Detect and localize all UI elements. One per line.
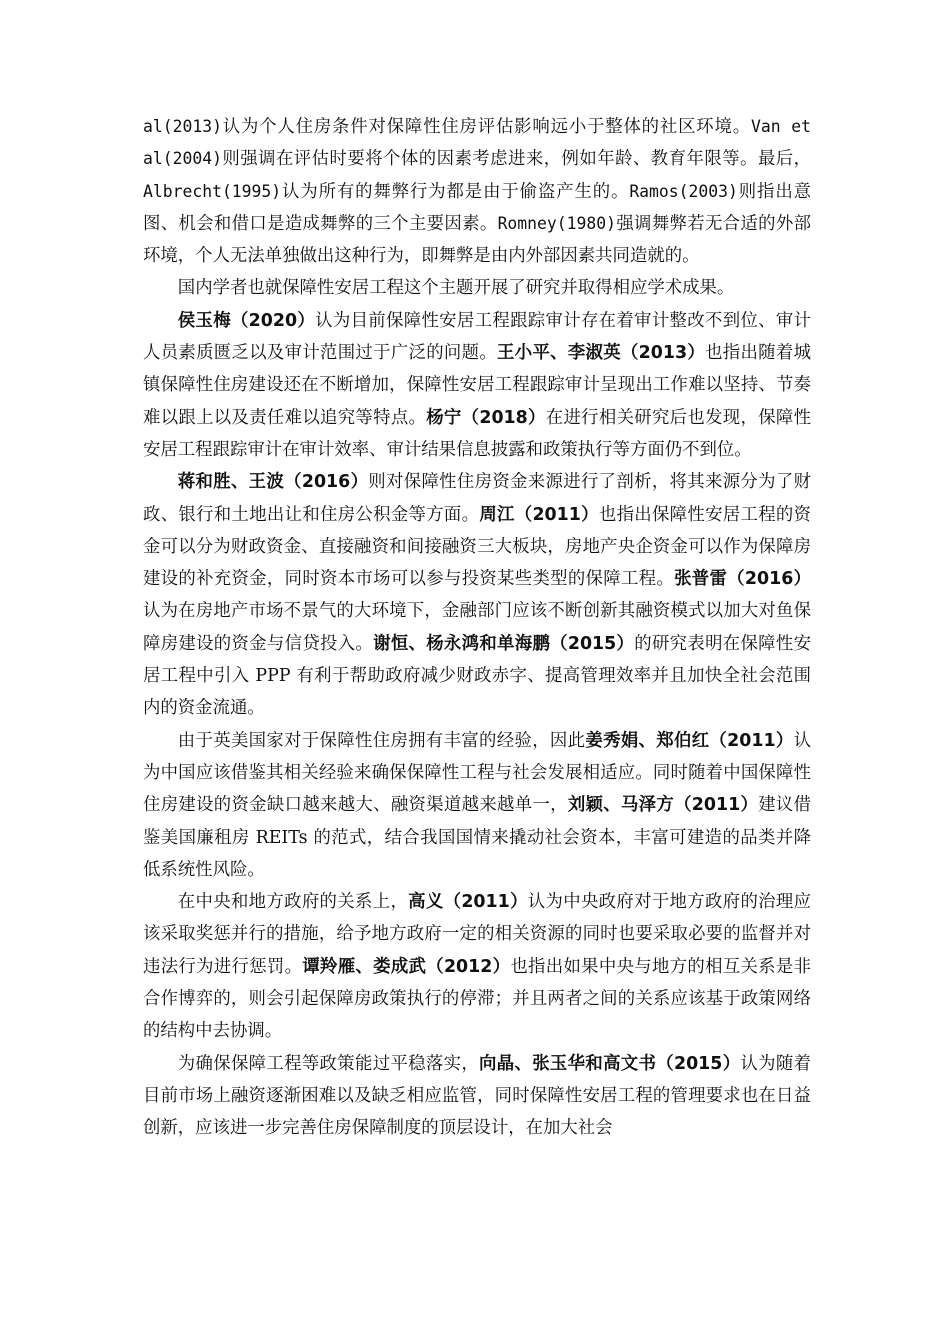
text-run: 在中央和地方政府的关系上， <box>177 892 409 913</box>
author-citation: 姜秀娟、郑伯红（2011） <box>585 730 794 751</box>
text-run: 也指出如果中央与地方的相互关系是非合作博弈的，则会引起保障房政策执行的停滞；并且两者之间的关系应该基于政策网络的结构中去协调。 <box>143 956 811 1042</box>
text-run: 也指出保障性安居工程的资金可以分为财政资金、直接融资和间接融资三大板块，房地产央企资金可以作为保障房建设的补充资金，同时资本市场可以参与投资某些类型的保障工程。 <box>143 504 811 590</box>
text-run: Albrecht(1995) <box>143 181 282 201</box>
paragraph-0 <box>143 111 811 272</box>
text-run: 认为随着目前市场上融资逐渐困难以及缺乏相应监管，同时保障性安居工程的管理要求也在日益创新，应该进一步完善住房保障制度的顶层设计，在加大社会 <box>143 1053 811 1139</box>
paragraph-5 <box>143 886 811 1047</box>
text-run: 认为个人住房条件对保障性住房评估影响远小于整体的社区环境。 <box>221 117 751 137</box>
paragraph-2 <box>143 305 811 466</box>
text-run: 也指出随着城镇保障性住房建设还在不断增加，保障性安居工程跟踪审计呈现出工作难以坚持、节奏难以跟上以及责任难以追究等特点。 <box>143 343 811 428</box>
paragraph-6 <box>143 1048 811 1145</box>
text-run: 则指出意图、机会和借口是造成舞弊的三个主要因素。 <box>143 181 811 234</box>
author-citation: 谢恒、杨永鸿和单海鹏（2015） <box>373 633 635 654</box>
text-run: al(2013) <box>143 117 222 136</box>
text-run: 认为所有的舞弊行为都是由于偷盗产生的。 <box>281 181 630 202</box>
text-run: 的研究表明在保障性安居工程中引入 PPP 有利于帮助政府减少财政赤字、提高管理效率并且加快全社会范围内的资金流通。 <box>143 633 811 719</box>
text-run: 则对保障性住房资金来源进行了剖析，将其来源分为了财政、银行和土地出让和住房公积金等方面。 <box>143 472 811 525</box>
author-citation: 刘颖、马泽方（2011） <box>567 795 759 816</box>
text-run: 建议借鉴美国廉租房 REITs 的范式，结合我国国情来撬动社会资本，丰富可建造的品类并降低系统性风险。 <box>143 795 811 880</box>
text-run: 则强调在评估时要将个体的因素考虑进来，例如年龄、教育年限等。最后， <box>221 149 811 170</box>
text-run: 在进行相关研究后也发现，保障性安居工程跟踪审计在审计效率、审计结果信息披露和政策执行等方面仍不到位。 <box>143 407 811 460</box>
text-run: Romney(1980) <box>497 213 616 233</box>
paragraph-4 <box>143 725 811 886</box>
author-citation: 高义（2011） <box>408 892 528 913</box>
text-run: 为确保保障工程等政策能过平稳落实， <box>177 1053 480 1074</box>
paragraph-3 <box>143 466 811 724</box>
author-citation: 谭羚雁、娄成武（2012） <box>302 956 511 977</box>
text-run: 认为目前保障性安居工程跟踪审计存在着审计整改不到位、审计人员素质匮乏以及审计范围过于广泛的问题。 <box>143 310 811 364</box>
paragraph-1 <box>143 272 811 304</box>
text-run: Van et al(2004) <box>143 117 811 169</box>
text-run: Ramos(2003) <box>629 181 738 201</box>
author-citation: 向晶、张玉华和高文书（2015） <box>479 1053 741 1074</box>
text-run: 由于英美国家对于保障性住房拥有丰富的经验，因此 <box>177 730 586 751</box>
author-citation: 王小平、李淑英（2013） <box>497 343 706 364</box>
text-run: 认为中央政府对于地方政府的治理应该采取奖惩并行的措施，给予地方政府一定的相关资源的同时也要采取必要的监督并对违法行为进行惩罚。 <box>143 892 811 977</box>
author-citation: 周江（2011） <box>479 504 599 525</box>
author-citation: 蒋和胜、王波（2016） <box>177 472 369 493</box>
author-citation: 杨宁（2018） <box>426 407 546 428</box>
text-run: 认为中国应该借鉴其相关经验来确保保障性工程与社会发展相适应。同时随着中国保障性住房建设的资金缺口越来越大、融资渠道越来越单一， <box>143 730 811 816</box>
document-page <box>143 111 811 1145</box>
author-citation: 张普雷（2016） <box>674 569 811 590</box>
text-run: 国内学者也就保障性安居工程这个主题开展了研究并取得相应学术成果。 <box>177 278 735 299</box>
author-citation: 侯玉梅（2020） <box>177 310 316 331</box>
text-run: 认为在房地产市场不景气的大环境下，金融部门应该不断创新其融资模式以加大对鱼保障房建设的资金与信贷投入。 <box>143 601 811 654</box>
text-run: 强调舞弊若无合适的外部环境，个人无法单独做出这种行为，即舞弊是由内外部因素共同造就的。 <box>143 213 811 267</box>
